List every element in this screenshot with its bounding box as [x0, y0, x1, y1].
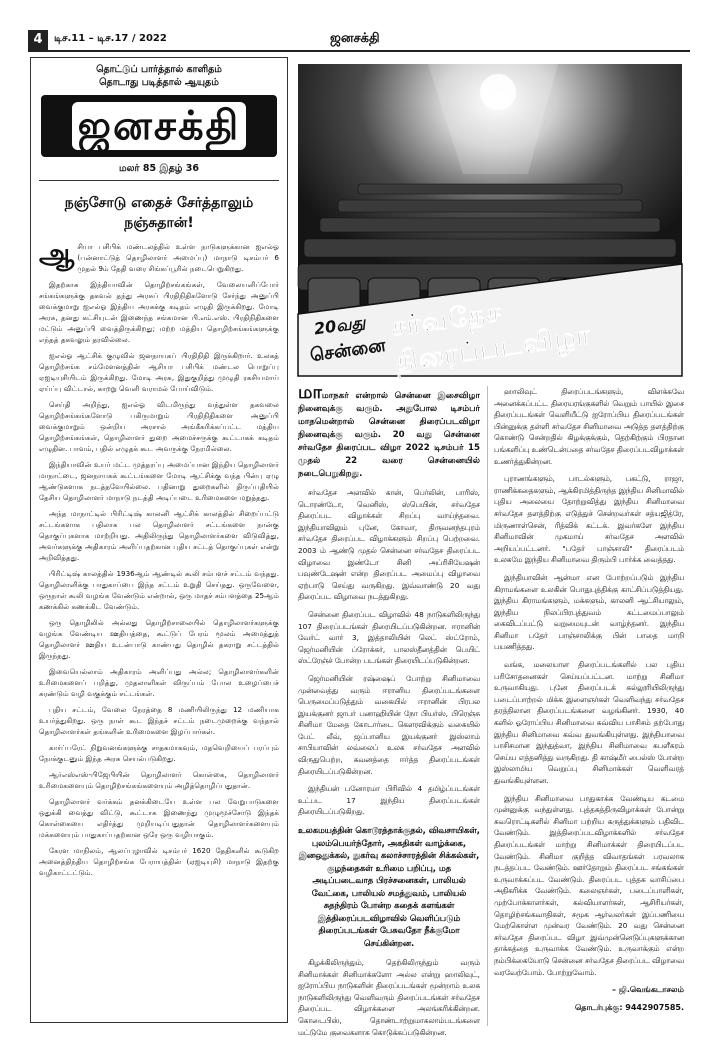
editorial-paragraph: இதற்காக இந்தியாவின் தொழிற்சங்கங்கள், வேலையளிப்போர் சங்கங்களுக்கு தகவல் தந்து அரசுப் பிரதிநிதிகளோடு சேர்ந்து அனுப்பி வைக்குமாறு ஐஎல்ஓ இந்திய அரசுக்கு கடிதம் எழுதி இருக்கிறது. மோடி அரசு, தனது கட்சியுடன் இணைந்த சங்கமான பி.எம்.எஸ். பிரதிநிதிகளை மட்டும் அனுப்பி வைத்திருக்கிறது; மற்ற மத்திய தொழிற்சங்கங்களுக்கு எந்தத் தகவலும் தரவில்லை.	[39, 280, 279, 344]
header-title: ஜனசக்தி	[330, 31, 380, 46]
article-paragraph: வங்க, மலையாள திரைப்படங்களில் பல புதிய பரிசோதனைகள் செய்யப்பட்டன. மாற்று சினிமா உருவாகியது. புனே திரைப்படக் கல்லூரியிலிருந்து படைப்பாற்றல் மிக்க இளைஞர்கள் வெளிவந்து சர்வதேச தரத்திலான திரைப்படங்களை வழங்கினர். 1930, 40 களில் ஓரோப்பிய சினிமாவை கவ்விய பாசிசம் தற்போது இந்திய சினிமாவை கவ்வ துவங்கியுள்ளது. இந்தியாவை பாசிசமான இந்துத்வா, இந்திய சினிமாவை கபளீகரம் செய்ய எத்தனித்து வருகிறது. தி காஷ்மீர் பைல்ஸ் போன்ற இஸ்லாமிய வெறுப்பு சினிமாக்கள் வெளிவரத் துவங்கியுள்ளன.	[494, 660, 684, 785]
tagline	[31, 63, 287, 89]
page-number: 4	[28, 30, 48, 50]
editorial-paragraph: பிரிட்டிஷ் காலத்தில் 1936ஆம் ஆண்டில் கூலி சம்பளச் சட்டம் வந்தது. தொழிலாளிக்கு பாதுகாப்பை இந்த சட்டம் உறுதி செய்தது. ஒருவேளை, ஒருநாள் கூலி வழங்க வேண்டும் என்றால், ஒரு மாதச் சம்பளத்தை 25ஆம் கணக்கில் கணக்கிட வேண்டும்.	[39, 569, 279, 611]
author-byline: – ஜி.வெங்கடாசலம்	[611, 985, 684, 995]
editorial-paragraph: செய்தி அறிந்து, ஐஎல்ஓ விடமிருந்து வந்துள்ள தகவலை தொழிற்சங்கங்களோடு பகிருமாறும் பிரதிநிதிகளை அனுப்பி வைக்குமாறும் ஒன்றிய அரசால் அங்கீகரிக்கப்பட்ட மத்திய தொழிற்சங்கங்கள், தொழிலாளர் துறை அமைச்சருக்கு கூட்டாகக் கடிதம் எழுதின. பாவம், பதில் எழுதக் கூட அவருக்கு நேரமில்லை.	[39, 400, 279, 453]
dropcap: ஆ	[39, 237, 75, 270]
article-paragraph: புராணங்களும், பாடல்களும், பகட்டு, ராஜா, ராணிக்கதைகளும், ஆக்கிரமித்திருந்த இந்திய சினிமாவில் புதிய அலையை தோற்றுவித்து இந்திய சினிமாவை சர்வதேச தளத்திற்கு எடுத்துச் சென்றவர்கள் சத்யஜித்ரே, மிருணாள்சென், ரித்விக் கட்டக். இவர்களே இந்திய சினிமாவின் முகமாய் சர்வதேச அளவில் அறியப்பட்டனர். "பதேர் பாஞ்சாலி" திரைப்படம் உலகமே இந்திய சினிமாவை திரும்பி பார்க்க வைத்தது.	[494, 474, 684, 565]
volume-info: மலர் 85 இதழ் 36	[119, 163, 199, 174]
editorial-paragraph: புதிய சட்டம், வேலை நேரத்தை 8 மணியிலிருந்து 12 மணியாக உயர்த்துகிறது. ஒரு நாள் கூட இந்தச் சட்டம் நடைமுறைக்கு வந்தால் தொழிலாளர்கள் தங்களின் உரிமைகளை இழப்பார்கள்.	[39, 705, 279, 736]
editorial-paragraph: கேரள மாநிலம், ஆலப்புழாவில் டிசம்பர் 1620 தேதிகளில் கூடுகிற அனைத்திந்திய தொழிற்சங்க பேராயத்தின் (ஏஐடியுசி) மாநாடு இதற்கு வழிகாட்டட்டும்.	[39, 846, 279, 877]
editorial-title: நஞ்சோடு எதைச் சேர்த்தாலும் நஞ்சுதான்!	[64, 195, 254, 231]
article-paragraph: சர்வதேச அளவில் கான், பெர்லின், பாரிஸ், டொரண்டோ, வெனிஸ், ஸ்பெயின், சர்வதேச திரைப்பட விழாக்கள் சிறப்பு வாய்ந்தவை. இந்தியாவிலும் புனே, கோவா, திருவனந்தபுரம் சர்வதேச திரைப்பட விழாக்களும் சிறப்பு பெற்றவை. 2003 ம் ஆண்டு முதல் சென்னை சர்வதேச திரைப்பட விழாவை இண்டோ சினி அப்ரிசியேஷன் பவுண்டேஷன் என்ற திரைப்பட அமைப்பு விழாவை ஏற்பாடு செய்து வருகிறது. இவ்வாண்டு 20 வது திரைப்பட விழாவை நடத்துகிறது.	[298, 488, 480, 602]
masthead-logo	[41, 95, 277, 157]
editorial-column	[30, 57, 288, 1023]
festival-city: சென்னை	[308, 334, 387, 367]
editorial-paragraph: அந்த மாநாட்டில் பிரிட்டிஷ் காலனி ஆட்சிக் காலத்தில் சிறைப்பட்டு சட்டங்களாக பதிலாக பல தொழிலாளர் சட்டங்களை நான்கு தொகுப்புகளாக மாற்றியது. அதிலிருந்து தொழிலாளர்களை விடுவித்து, அவர்களுக்கு அதிகாரம் அளிப்பதற்கான புதிய சட்டத் தொகுப்புகள் என்று அறிவித்தது.	[39, 509, 279, 562]
festival-edition: 20வது	[312, 312, 367, 339]
article-paragraph: இந்தியன் பனோரமா பிரிவில் 4 தமிழ்ப்படங்கள் உட்பட 17 இந்திய திரைப்படங்கள் திரையிடப்படுகிறது.	[298, 784, 480, 817]
tagline-line-2: தொடாது படித்தால் ஆயுதம்	[99, 77, 219, 88]
editorial-paragraph: ஆர்எஸ்எஸ்-பிஜேபியின் தொழிலாளர் கொள்கை, தொழிலாளர் உரிமைகளையும் தொழிற்சங்கங்களையும் அழித்தொழிப்பதுதான்.	[39, 770, 279, 790]
contact-phone: தொடர்புக்கு: 9442907585.	[575, 1002, 684, 1012]
editorial-paragraph: கார்ப்பரேட் நிறுவனங்களுக்கு சாதகமாகவும், மதவெறியைப் பரப்பும் நோக்குடனும் இந்த அரசு செயல்படுகிறது.	[39, 743, 279, 763]
article-column-middle	[298, 382, 480, 1037]
article-lead: மாமாநகர் என்றால் சென்னை இசைவிழா நினைவுக்கு வரும். அதுபோல டிசம்பர் மாதமென்றால் சென்னை திரைப்படவிழா நினைவுக்கு வரும். 20 வது சென்னை சர்வதேச திரைப்பட விழா 2022 டிசம்பர் 15 முதல் 22 வரை சென்னையில் நடைபெறுகிறது.	[298, 382, 480, 479]
editorial-paragraph: தொழிலாளர் வர்க்கம் தனக்கிடையே உள்ள பல வேறுபாடுகளை ஒதுக்கி வைத்து விட்டு, கூட்டாக இணைந்து முழுமூச்சோடு இந்தக் கொள்கையை எதிர்த்து முறியடிப்பதுதான் தொழிலாளர்களையும் மக்களையும் பாதுகாப்பதற்கான ஒரே ஒரு வழியாகும்.	[39, 797, 279, 839]
article-highlight: உலகமயத்தின் கொடூரத்தாக்குதல், விவசாயிகள், புலம்பெயர்ந்தோர், அகதிகள் வாழ்க்கை, இனஒதுக்கல், நுகர்வு கலாச்சாரத்தின் சிக்கல்கள், குழந்தைகள் உரிமை பறிப்பு, மத அடிப்படைவாத பிரச்சனைகள், பாலியல் வேட்கை, பாலியல் சமத்துவம், பாலியல் சுதந்திரம் போன்ற கதைக் களங்கள் இத்திரைப்படவிழாவில் வெளிப்படும் திரைப்படங்கள் பேசுவதோ நீக்குமோ செய்கின்றன.	[298, 825, 480, 948]
editorial-paragraph: ஒரு தொழிலில் அல்லது தொழிற்சாலையில் தொழிலாளர்களுக்கு வழங்க வேண்டிய ஊதியத்தை, கூட்டுப் பேரம் மூலம் அமைத்துத் தொழிலாளர் ஊதிய உடன்பாடு காண்பது தொழில் தகராறு சட்டத்தில் இருந்தது.	[39, 618, 279, 660]
tagline-line-1: தொட்டுப் பார்த்தால் காளிதம்	[96, 64, 222, 75]
festival-banner-title: சர்வதேச திரைப்படவிழா	[388, 296, 593, 378]
editorial-paragraph: ஐஎல்ஓ ஆட்சிக் குழுவில் ஜனநாயகப் பிரதிநிதி இருக்கிறார். உலகத் தொழிற்சங்க சம்மேளனத்தின் ஆசியா பசிபிக் மண்டல பொறுப்பு ஏஐடியுசியிடம் இருக்கிறது. மோடி அரசு, இதுகுறித்து முழுதி ரகசியமாய் ஏய்ப்பு விட்டால், காறறு வெளி வராமல் போய்விடும்.	[39, 351, 279, 393]
column-divider	[487, 386, 488, 1026]
editorial-paragraph: இந்தியாவின் உயர் மட்ட முத்தரப்பு அமைப்பான இந்திய தொழிலாளர் மாநாட்டை, ஜனநாயகக் கூட்டங்களை மோடி ஆட்சிக்கு வந்த பின்பு ஏழு ஆண்டுகளாக நடத்தவேயில்லை. பதினாறு துறைகளில் திருப்பதியில் தேசிய தொழிலாளர் மாநாடு நடத்தி அடிப்படை உரிமைகளை மறுத்தது.	[39, 460, 279, 502]
editorial-paragraph: இவையெல்லாம் அதிகாரம் அளிப்பது அல்ல; தொழிலாளர்களின் உரிமைகளைப் பறித்து, முதலாளிகள் விருப்பம் போல உழைப்பைச் சுரண்டும் வழி வகுக்கும் சட்டங்கள்.	[39, 667, 279, 698]
article-paragraph: இந்திய சினிமாவை பாதுகாக்க வேண்டிய கடமை முன்னுக்கு வந்துள்ளது. புத்தகத்திருவிழாக்கள் போன்று சுவரொட்டிகளில் சினிமா பற்றிய கருத்துக்களும் பதிவிட வேண்டும். இத்திரைப்படவிழாக்களில் சர்வதேச திரைப்படங்கள் மாற்று சினிமாக்கள் திரையிடப்பட வேண்டும். சினிமா குறித்த விவாதங்கள் பரவலாக நடத்தப்பட வேண்டும். ஊர்தோறும் திரைப்பட சங்கங்கள் உருவாக்கப்பட வேண்டும். திரைப்பட புத்தக வாசிப்பை அதிகரிக்க வேண்டும். கலைஞர்கள், படைப்பாளிகள், முற்போக்காளர்கள், கல்வியாளர்கள், ஆசிரியர்கள், தொழிற்சங்கவாதிகள், சமூக ஆர்வலர்கள் இப்பணியை மேற்கொள்ள முன்வர வேண்டும். 20 வது சென்னை சர்வதேச திரைப்பட விழா இவ்முன்னெடுப்புகளுக்கான தாக்கத்தை உருவாக்க வேண்டும். உருவாக்கும் என்ற நம்பிக்கையோடு சென்னை சர்வதேச திரைப்பட விழாவை வரவேற்போம். போற்றுவோம்.	[494, 793, 684, 977]
article-paragraph: ஜெர்மனியின் ரஷ்ஷைப் போற்று சினிமாவை முன்வைத்து வரும் ஈரானிய திரைப்படங்களை பெருமைப்படுத்தும் வகையில் ஈரானின் பிரபல இயக்குனர் ஜாபர் பனாஹியின் நோ பியர்ஸ், பிரெஞ்சு சினிமா மேதை கோடார்டை கௌரவிக்கும் வகையில் பேட் லீவ், ஜப்பானிய இயக்குனர் இஸ்லாம் சாபியாவின் லவ்லைப் உலக சர்வதேச அளவில் விருதுபெற்ற, கவனத்தை ஈர்த்த திரைப்படங்கள் திரையிடப்படுகின்றன.	[298, 673, 480, 776]
article-column-right	[494, 386, 684, 1012]
article-paragraph: சென்னை திரைப்பட விழாவில் 48 நாடுகளிலிருந்து 107 திரைப்படங்கள் திரையிடப்படுகின்றன. ஈரானின் வேர்ட் வார் 3, இத்தாலியின் லெட் ஸ்ட்ரோம், ஜெர்மனியின் ப்ரோக்கர், பாலஸ்தீனத்தின் பெயிட் ஸ்ட்ரேஞ்ச் போன்ற படங்கள் திரையிடப்படுகின்றன.	[298, 609, 480, 666]
masthead-text: ஜனசக்தி	[72, 102, 247, 150]
issue-dates: டிச.11 – டிச.17 / 2022	[54, 33, 167, 44]
editorial-paragraph: ஆசியா பசிபிக் மண்டலத்தில் உள்ள நாடுகளுக்கான ஐஎல்ஓ (பன்னாட்டுத் தொழிலாளர் அமைப்பு) மாநாடு டிசம்பர் 6 முதல் 9ம் தேதி வரை சிங்கப்பூரில் நடைபெறுகிறது.	[39, 237, 279, 273]
divider	[39, 180, 279, 181]
lead-dropcap: மா	[298, 382, 322, 403]
editorial-body	[39, 237, 279, 878]
page-header	[28, 30, 690, 52]
article-paragraph: கிழக்கிலிருந்தும், தெற்கிலிருந்தும் வரும் சினிமாக்கள் சினிமாக்களோ அல்ல என்று ஹாலிவுட், ஐரோப்பிய நாடுகளின் திரைப்படங்கள் மூன்றாம் உலக நாடுகளிலிருந்து வெளிவரும் திரைப்படங்கள் சர்வதேச திரைப்பட விழாக்களை அலங்கரிக்கின்றன. கொடைபிஸ், தொண்டாற்றுமாகலாம்படங்களை மட்டுமே குவைகளாக கொடுக்கப்படுகின்றன.	[298, 958, 480, 1037]
article-paragraph: ஹாலிவுட் திரைப்படங்களும், விளக்கவே அனைக்கப்பட்ட திரையரங்குகளில் வெறும் பாயில் இசை திரைப்படங்கள் வெளியீட்டு ஐரோப்பிய திரைப்படங்கள் பின்னுக்கு தள்ளி சர்வதேச சினிமாவை அடுத்த தளத்திற்கு கொண்டு சென்றதில் கிழக்குக்கும், தெற்கிற்கும் பிரதான பங்களிப்பு உண்டென்பதை சர்வதேச திரைப்படவிழாக்கள் உணர்த்துகின்றன.	[494, 387, 684, 466]
article-paragraph: இந்தியாவின் ஆன்மா என போற்றப்படும் இந்திய கிராமங்களை உலகின் பொதுபுத்திக்கு காட்சிப்படுத்தியது. இந்திய கிராமங்களும், மக்களும், காலனி ஆட்சியாலும், இந்திய நிலப்பிரபுத்துவம் கட்டமைப்பாலும் கைவிடப்பட்டு வறுமையுடன் வாழ்ந்தனர். இந்திய சினிமா பதேர் பாஞ்சாலிக்கு பின் பாதை மாறி பயணித்தது.	[494, 572, 684, 652]
